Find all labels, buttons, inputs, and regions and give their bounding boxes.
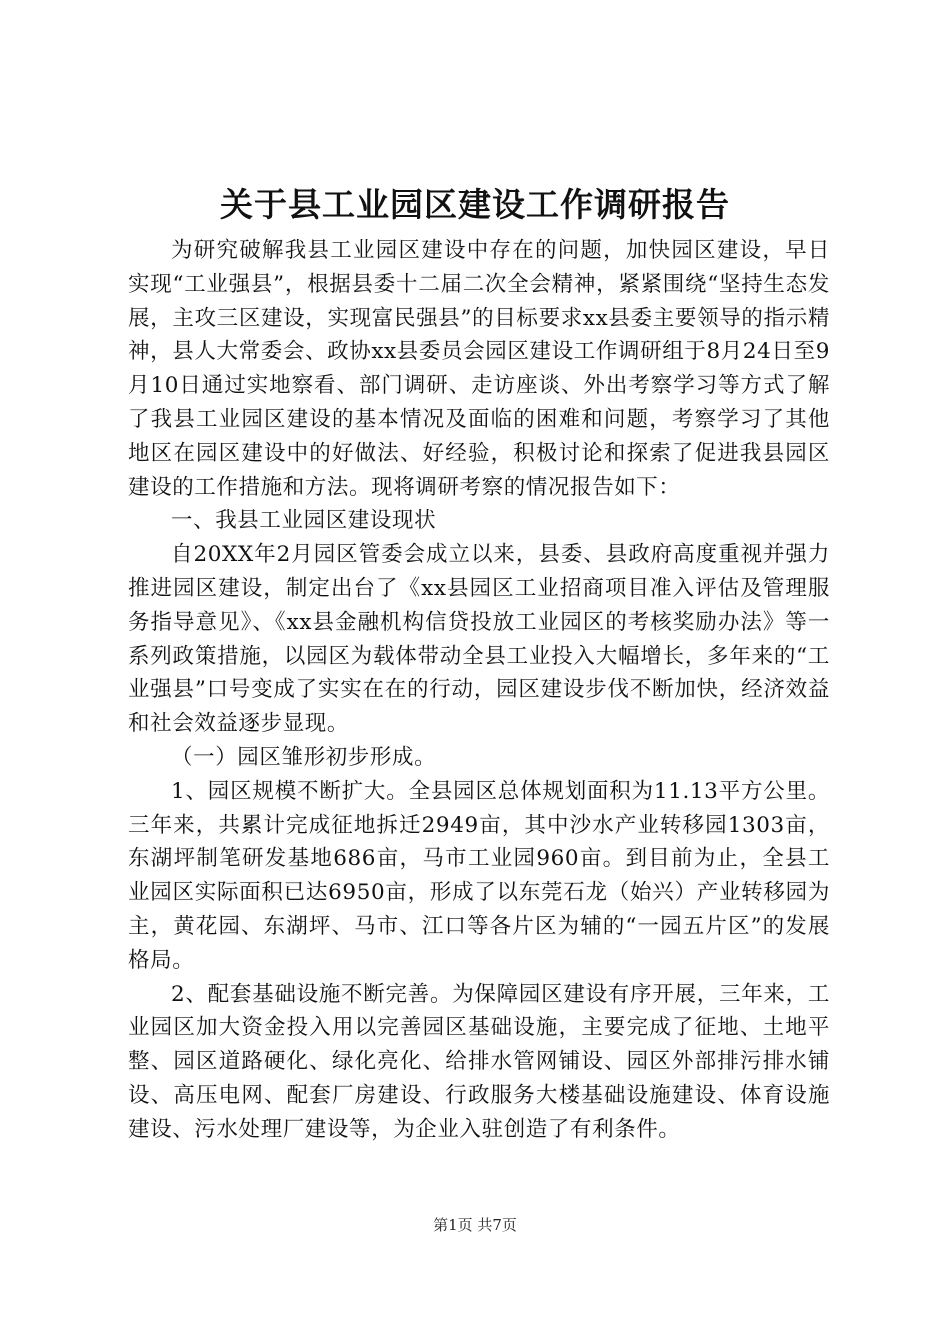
item-2-paragraph: 2、配套基础设施不断完善。为保障园区建设有序开展，三年来，工业园区加大资金投入用以完善园区基础设施，主要完成了征地、土地平整、园区道路硬化、绿化亮化、给排水管网铺设、园区外部排污排水铺设、高压电网、配套厂房建设、行政服务大楼基础设施建设、体育设施建设、污水处理厂建设等，为企业入驻创造了有利条件。 [128, 981, 830, 1142]
item-1-paragraph: 1、园区规模不断扩大。全县园区总体规划面积为11.13平方公里。三年来，共累计完成征地拆迁2949亩，其中沙水产业转移园1303亩，东湖坪制笔研发基地686亩，马市工业园960亩。到目前为止，全县工业园区实际面积已达6950亩，形成了以东莞石龙（始兴）产业转移园为主，黄花园、东湖坪、马市、江口等各片区为辅的“一园五片区”的发展格局。 [128, 778, 830, 973]
section-heading-1: 一、我县工业园区建设现状 [171, 508, 437, 534]
page-footer: 第1页 共7页 [433, 1216, 517, 1234]
subsection-heading-1: （一）园区雏形初步形成。 [171, 744, 437, 770]
intro-paragraph: 为研究破解我县工业园区建设中存在的问题，加快园区建设，早日实现“工业强县”，根据县委十二届二次全会精神，紧紧围绕“坚持生态发展，主攻三区建设，实现富民强县”的目标要求xx县委主要领导的指示精神，县人大常委会、政协xx县委员会园区建设工作调研组于8月24日至9月10日通过实地察看、部门调研、走访座谈、外出考察学习等方式了解了我县工业园区建设的基本情况及面临的困难和问题，考察学习了其他地区在园区建设中的好做法、好经验，积极讨论和探索了促进我县园区建设的工作措施和方法。现将调研考察的情况报告如下： [128, 238, 830, 500]
document-title: 关于县工业园区建设工作调研报告 [220, 185, 730, 224]
document-body [128, 234, 830, 1147]
section-1-paragraph: 自20XX年2月园区管委会成立以来，县委、县政府高度重视并强力推进园区建设，制定出台了《xx县园区工业招商项目准入评估及管理服务指导意见》、《xx县金融机构信贷投放工业园区的考核奖励办法》等一系列政策措施，以园区为载体带动全县工业投入大幅增长，多年来的“工业强县”口号变成了实实在在的行动，园区建设步伐不断加快，经济效益和社会效益逐步显现。 [128, 542, 830, 737]
